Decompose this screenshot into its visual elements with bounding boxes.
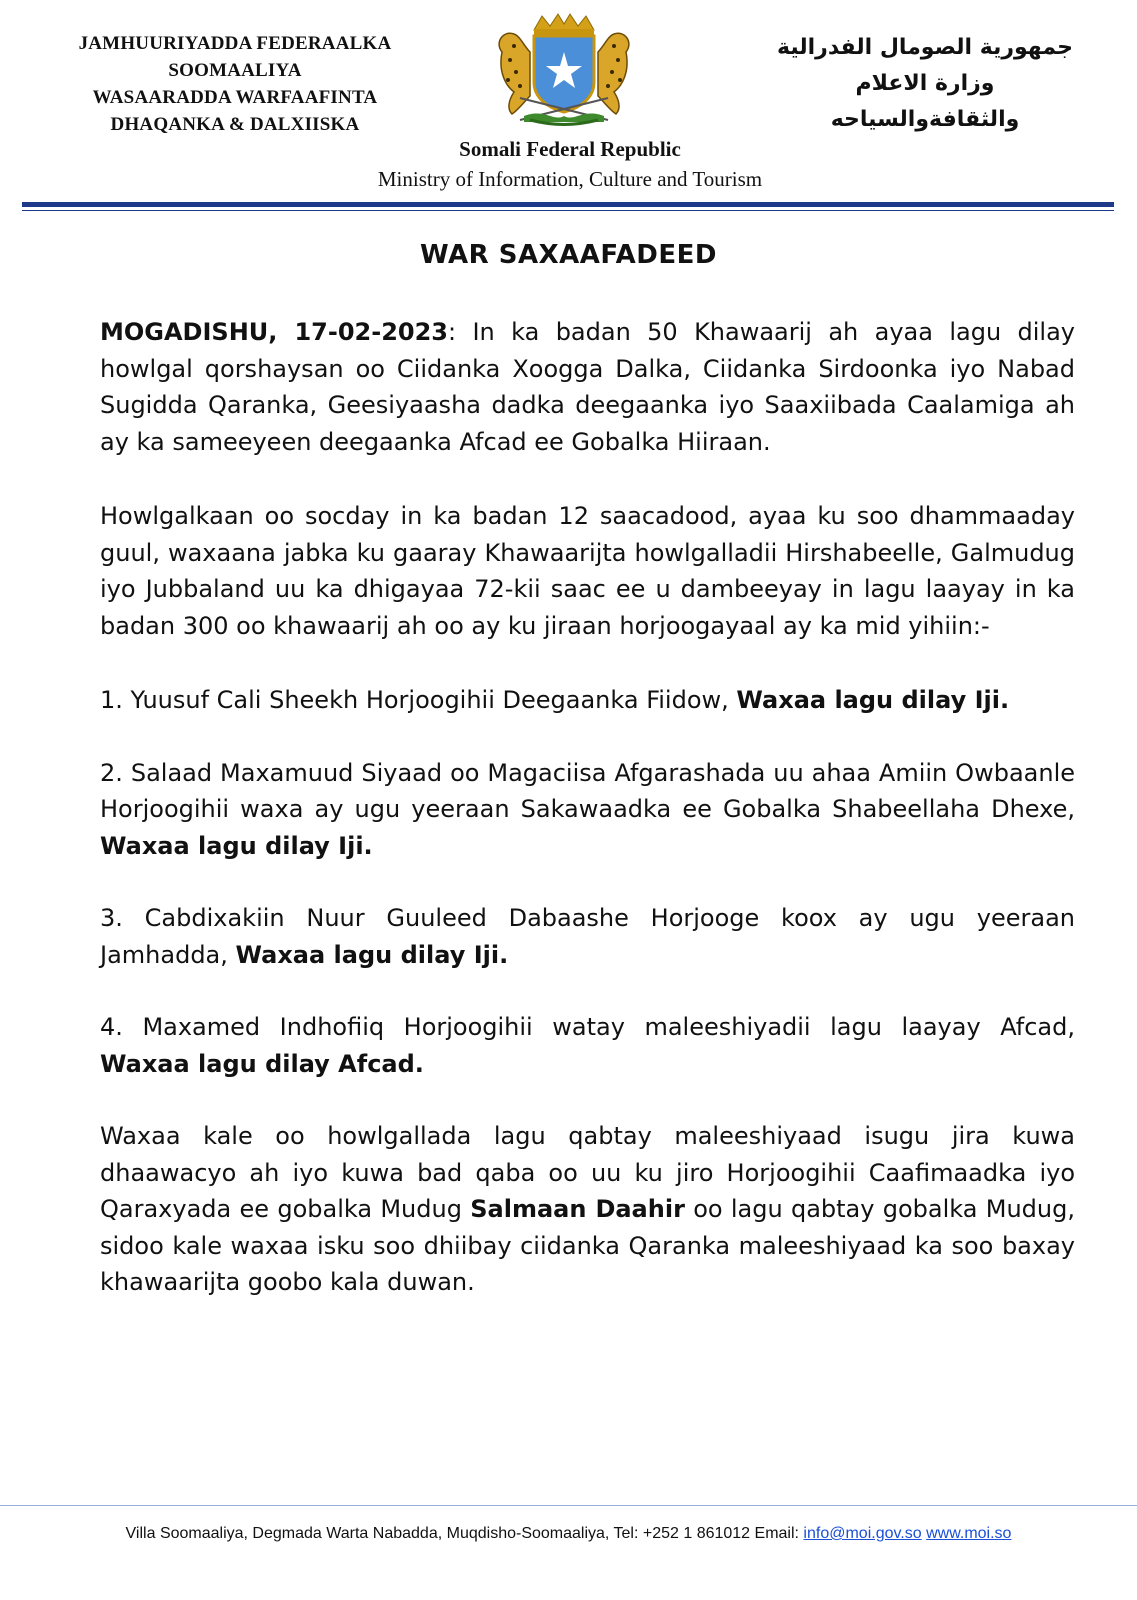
list-text: Cabdixakiin Nuur Guuleed Dabaashe Horjooge koox ay ugu yeeraan Jamhadda, [100,904,1075,969]
email-link[interactable]: info@moi.gov.so [803,1525,922,1542]
somali-coat-of-arms-icon [484,12,644,130]
header-line: WASAARADDA WARFAAFINTA [92,87,378,108]
header-divider [22,202,1114,207]
list-number: 3. [100,904,123,932]
press-release-body [100,314,1075,1339]
website-link[interactable]: www.moi.so [926,1525,1012,1542]
captured-name: Salmaan Daahir [470,1195,685,1223]
header-divider-thin [22,210,1114,211]
list-number: 1. [100,686,123,714]
paragraph-captures [100,1118,1075,1301]
list-item [100,1009,1075,1082]
list-text: Salaad Maxamuud Siyaad oo Magaciisa Afgarashada uu ahaa Amiin Owbaanle Horjoogihii waxa ay ugu yeeraan Sakawaadka ee Gobalka Shabeellaha Dhexe, [100,758,1075,823]
paragraph-text: Waxaa kale oo howlgallada lagu qabtay maleeshiyaad isugu jira kuwa dhaawacyo ah iyo kuwa bad qaba oo uu ku jiro Horjoogihii Caafimaadka iyo Qaraxyada ee gobalka Mudug [100,1122,1075,1223]
list-outcome: Waxaa lagu dilay Iji. [736,686,1010,714]
list-item [100,900,1075,973]
ministry-name: Ministry of Information, Culture and Tourism [377,167,763,191]
english-ministry-header [330,134,810,194]
header-line: DHAQANKA & DALXIISKA [110,114,360,135]
header-line: JAMHUURIYADDA FEDERAALKA [78,33,392,54]
paragraph-intro [100,314,1075,460]
footer-divider [0,1505,1137,1506]
list-outcome: Waxaa lagu dilay Iji. [235,940,509,969]
dateline: MOGADISHU, 17-02-2023 [100,318,449,346]
list-item [100,682,1075,719]
header-line: وزارة الاعلام [855,71,995,96]
document-title: WAR SAXAAFADEED [420,240,717,270]
paragraph-text: : In ka badan 50 Khawaarij ah ayaa lagu dilay howlgal qorshaysan oo Ciidanka Xoogga Dalka, Ciidanka Sirdoonka iyo Nabad Sugidda Qaranka, Geesiyaasha dadka deegaanka iyo Saaxiibada Caalamiga ah ay ka sameeyeen deegaanka Afcad ee Gobalka Hiiraan. [100,318,1076,456]
paragraph-operation: Howlgalkaan oo socday in ka badan 12 saacadood, ayaa ku soo dhammaaday guul, waxaana jabka ku gaaray Khawaarijta howlgalladii Hirshabeelle, Galmudug iyo Jubbaland uu ka dhigayaa 72-kii saac ee u dambeeyay in lagu laayay in ka badan 300 oo khawaarij ah oo ay ku jiraan horjoogayaal ay ka mid yihiin:- [100,502,1075,640]
arabic-ministry-header [745,30,1105,138]
list-outcome: Waxaa lagu dilay Iji. [100,831,373,860]
list-outcome: Waxaa lagu dilay Afcad. [100,1049,424,1078]
paragraph-text: oo lagu qabtay gobalka Mudug, sidoo kale waxaa isku soo dhiibay ciidanka Qaranka maleeshiyaad ka soo baxay khawaarijta goobo kala duwan. [100,1195,1075,1296]
footer-contact [0,1525,1137,1543]
republic-name: Somali Federal Republic [459,137,681,161]
list-item [100,755,1075,865]
header-line: جمهورية الصومال الفدرالية [777,35,1073,60]
footer-address: Villa Soomaaliya, Degmada Warta Nabadda, Muqdisho-Soomaaliya, Tel: +252 1 861012 Email: [125,1525,804,1542]
list-number: 2. [100,758,123,787]
somali-ministry-header [40,30,430,138]
header-line: SOOMAALIYA [168,60,302,81]
list-number: 4. [100,1013,123,1041]
header-line: والثقافةوالسياحه [830,107,1020,132]
list-text: Yuusuf Cali Sheekh Horjoogihii Deegaanka Fiidow, [130,686,737,714]
list-text: Maxamed Indhofiiq Horjoogihii watay maleeshiyadii lagu laayay Afcad, [142,1013,1075,1041]
